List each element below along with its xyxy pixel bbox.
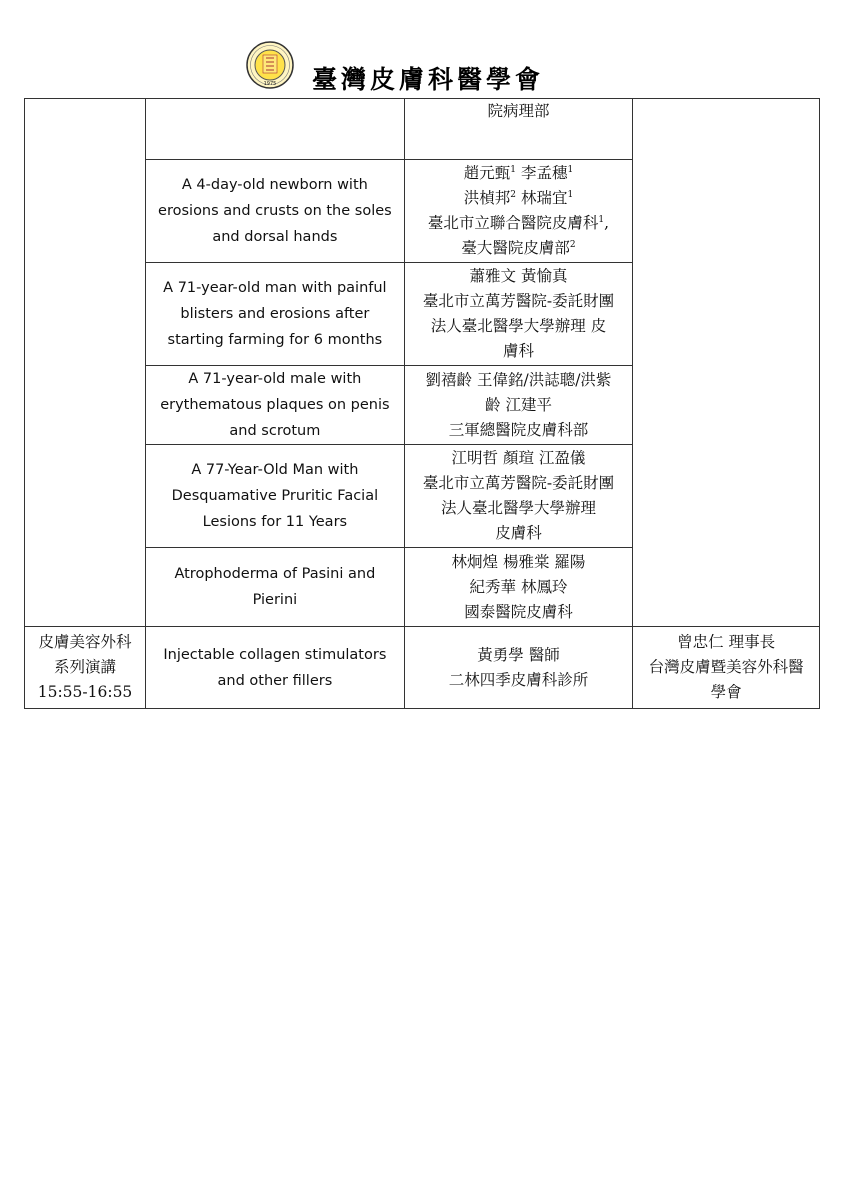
topic-cell: A 71-year-old male with erythematous plaques on penis and scrotum	[146, 366, 405, 445]
table-row	[25, 99, 820, 160]
moderator-line: 台灣皮膚暨美容外科醫	[648, 658, 804, 676]
speaker-line: 林炯煌 楊雅棠 羅陽	[451, 552, 586, 571]
topic-cell: A 77-Year-Old Man with Desquamative Pruritic Facial Lesions for 11 Years	[146, 445, 405, 548]
speaker-cell	[404, 445, 632, 548]
speaker-line: 國泰醫院皮膚科	[464, 602, 573, 621]
speaker-cell	[404, 627, 632, 709]
topic-cell: A 4-day-old newborn with erosions and crusts on the soles and dorsal hands	[146, 160, 405, 263]
speaker-line: 江明哲 顏瑄 江盈儀	[451, 449, 586, 467]
speaker-cell	[404, 160, 632, 263]
moderator-cell	[633, 99, 820, 627]
society-name: 臺灣皮膚科醫學會	[312, 65, 545, 94]
speaker-line: 院病理部	[487, 102, 550, 120]
speaker-cell	[404, 99, 632, 160]
topic-cell: Atrophoderma of Pasini and Pierini	[146, 548, 405, 627]
speaker-line: 臺北市立萬芳醫院-委託財團	[422, 292, 615, 310]
society-logo-icon	[246, 40, 294, 90]
speaker-line: 齡 江建平	[485, 395, 552, 414]
speaker-line: 二林四季皮膚科診所	[448, 670, 589, 689]
speaker-line: 臺北市立聯合醫院皮膚科$^1$,	[427, 214, 610, 232]
session-cell	[25, 627, 146, 709]
speaker-line: 臺大醫院皮膚部$^2$	[461, 239, 576, 257]
table-row	[25, 627, 820, 709]
session-cell	[25, 99, 146, 627]
speaker-line: 紀秀華 林鳳玲	[469, 577, 568, 596]
session-title-line: 皮膚美容外科	[38, 633, 132, 651]
speaker-line: 黃勇學 醫師	[477, 645, 560, 664]
session-time: 15:55-16:55	[37, 683, 133, 701]
moderator-line: 學會	[710, 683, 742, 701]
moderator-cell	[633, 627, 820, 709]
speaker-line: 臺北市立萬芳醫院-委託財團	[422, 474, 615, 492]
session-title-line: 系列演講	[54, 658, 117, 676]
schedule-table	[24, 98, 820, 709]
moderator-line: 曾忠仁 理事長	[677, 633, 776, 651]
speaker-line: 洪楨邦$^2$ 林瑞宜$^1$	[463, 189, 574, 207]
speaker-line: 劉禧齡 王偉銘/洪誌聰/洪紫	[425, 370, 612, 389]
topic-cell: A 71-year-old man with painful blisters and erosions after starting farming for 6 months	[146, 263, 405, 366]
speaker-line: 膚科	[502, 342, 534, 360]
speaker-line: 法人臺北醫學大學辦理 皮	[430, 317, 607, 335]
page-header	[0, 0, 844, 98]
speaker-line: 蕭雅文 黃愉真	[469, 267, 568, 285]
speaker-line: 皮膚科	[495, 524, 542, 542]
speaker-line: 趙元甄$^1$ 李孟穗$^1$	[463, 164, 574, 182]
speaker-line: 三軍總醫院皮膚科部	[448, 420, 589, 439]
svg-text:1975: 1975	[263, 81, 277, 87]
speaker-line: 法人臺北醫學大學辦理	[440, 499, 596, 517]
topic-cell: Injectable collagen stimulators and other fillers	[146, 627, 405, 709]
speaker-cell	[404, 263, 632, 366]
topic-cell	[146, 99, 405, 160]
speaker-cell	[404, 548, 632, 627]
speaker-cell	[404, 366, 632, 445]
